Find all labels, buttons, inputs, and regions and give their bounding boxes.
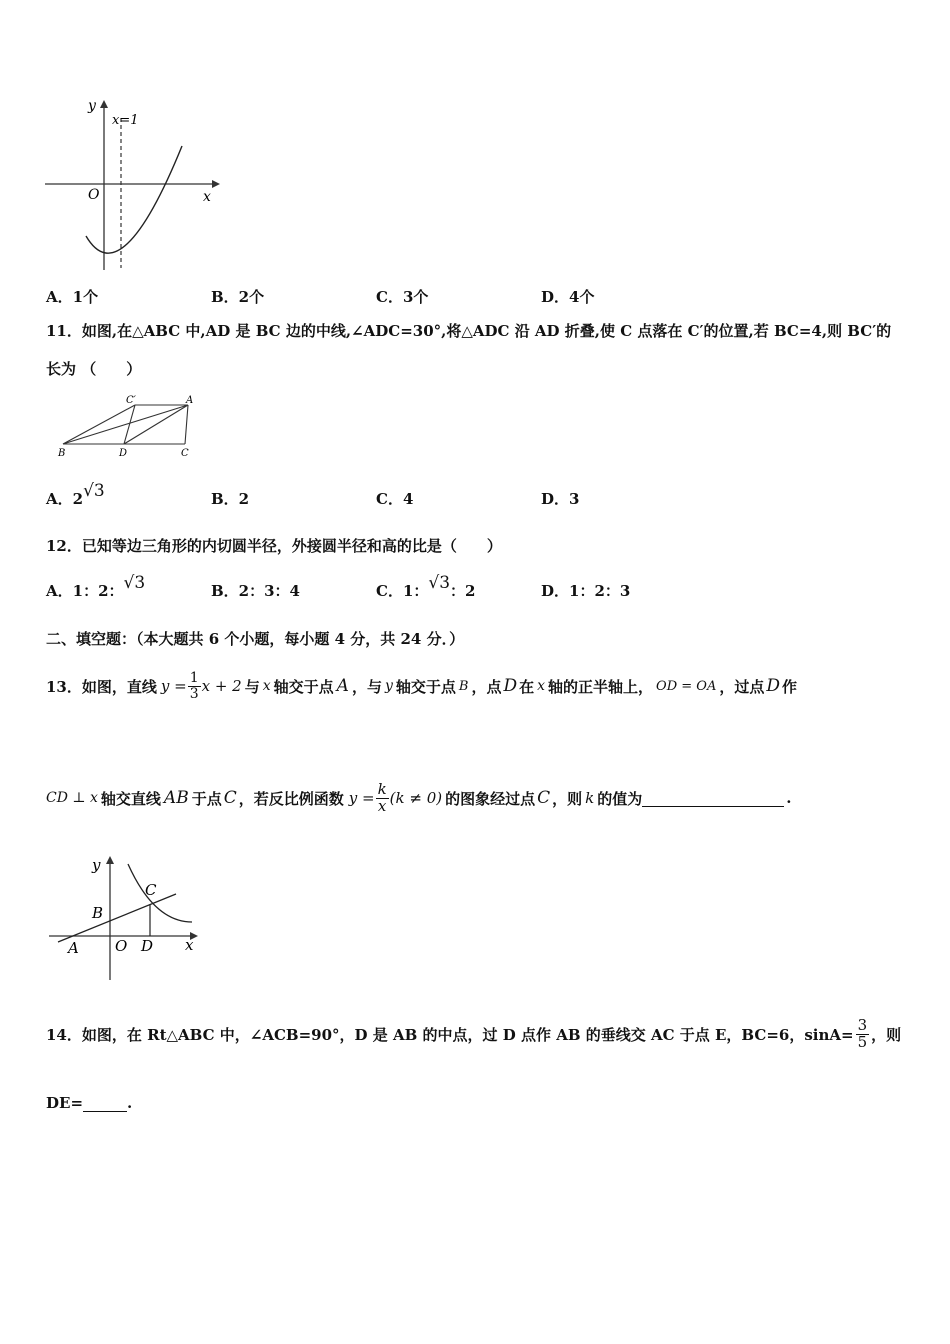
q13-l2-eq-y: y = [348, 789, 375, 807]
q13-label-y: y [92, 856, 101, 874]
q11-label-c: C [181, 448, 189, 459]
q12-option-c [376, 573, 476, 601]
q13-point-d2: D [766, 676, 780, 696]
q12-question-text: 12．已知等边三角形的内切圆半径，外接圆半径和高的比是（ ） [46, 537, 502, 555]
q14-den: 5 [857, 1032, 868, 1051]
q13-line-ab: AB [163, 788, 189, 808]
q13-l2-num: k [377, 779, 387, 798]
q13-point-c2: C [537, 788, 551, 808]
q13-point-c: C [223, 788, 237, 808]
q13-text-p2: 与 [244, 677, 260, 696]
q11-option-b: B．2 [211, 490, 250, 508]
q10-label-origin: O [88, 187, 100, 203]
q12-option-d: D．1：2：3 [541, 582, 631, 600]
q13-l2-text-p4: 的图象经过点 [445, 789, 536, 808]
q13-question-line2 [46, 772, 792, 824]
q10-label-axis-eq: x=1 [112, 113, 139, 128]
q13-label-x: x [185, 936, 194, 954]
q12-option-a-root: √3 [123, 573, 146, 593]
q13-l2-fraction [376, 779, 389, 815]
q13-k: k [585, 789, 595, 807]
q12-option-a [46, 573, 146, 601]
q11-fold-figure [55, 392, 205, 460]
q13-cd-perp: CD ⊥ x [46, 790, 98, 806]
q13-l2-text-p3: ，若反比例函数 [238, 789, 344, 808]
q11-label-a: A [186, 395, 194, 406]
q13-hyperbola-curve [128, 864, 192, 922]
q10-parabola-curve [86, 146, 182, 253]
q14-answer-blank[interactable] [83, 1097, 127, 1112]
q13-od-eq: OD = OA [656, 678, 717, 694]
q13-eq-den: 3 [189, 685, 199, 702]
q13-text-p7: 在 [519, 677, 535, 696]
q14-de-label: DE= [46, 1094, 84, 1112]
q13-y1: y [384, 678, 393, 694]
section-fill-in-title: 二、填空题：（本大题共 6 个小题，每小题 4 分，共 24 分．） [46, 630, 465, 648]
q13-text-p8: 轴的正半轴上， [548, 677, 654, 696]
q10-option-b: B．2个 [211, 288, 265, 306]
q12-option-c-root: √3 [428, 573, 451, 593]
q13-x1: x [262, 678, 271, 694]
q13-l2-end: . [786, 789, 792, 807]
q12-option-a-prefix: A．1：2： [46, 582, 124, 600]
q11-label-b: B [58, 448, 66, 459]
q13-l2-text-p5: ，则 [552, 789, 583, 808]
q13-point-b: B [458, 678, 469, 694]
q13-label-b: B [92, 904, 104, 922]
q13-eq-rest: x + 2 [201, 677, 242, 695]
q14-end: . [127, 1094, 133, 1112]
q13-graph-figure [44, 850, 214, 985]
q13-l2-text-p6: 的值为 [597, 789, 643, 808]
q13-eq-fraction [188, 671, 201, 701]
q13-label-d: D [141, 937, 154, 955]
q13-answer-blank[interactable] [642, 790, 784, 807]
q14-question-line2 [46, 1094, 132, 1112]
q11-option-a [46, 481, 105, 509]
q10-option-a: A．1个 [46, 288, 99, 306]
q14-tail: ，则 [871, 1025, 902, 1044]
q10-label-y: y [88, 98, 96, 114]
q13-label-a: A [68, 939, 79, 957]
q13-text-p4: ，与 [351, 677, 382, 696]
q13-eq-y: y = [160, 677, 187, 695]
q10-label-x: x [203, 189, 211, 205]
q10-y-arrow [100, 100, 108, 108]
q12-option-b: B．2：3：4 [211, 582, 300, 600]
q13-point-a: A [336, 676, 349, 696]
q13-label-o: O [115, 937, 128, 955]
q13-line-ab [58, 894, 176, 942]
q11-question-text: 11．如图,在△ABC 中,AD 是 BC 边的中线,∠ADC=30°,将△ADC 沿 AD 折叠,使 C 点落在 C′的位置,若 BC=4,则 BC′的 [46, 322, 892, 340]
q13-text-p1: 13．如图，直线 [46, 677, 157, 696]
q13-x2: x [537, 678, 546, 694]
q11-option-a-prefix: A．2 [46, 490, 84, 508]
q13-text-p6: ，点 [471, 677, 502, 696]
q11-label-cprime: C′ [126, 395, 136, 406]
q13-l2-cond: (k ≠ 0) [389, 789, 443, 807]
q11-option-d: D．3 [541, 490, 580, 508]
q13-question-line1 [46, 664, 797, 708]
q13-l2-den: x [377, 796, 387, 815]
q10-x-arrow [212, 180, 220, 188]
q11-option-c: C．4 [376, 490, 414, 508]
q10-option-d: D．4个 [541, 288, 595, 306]
q13-text-p10: 作 [782, 677, 798, 696]
q11-segment-ac [185, 405, 188, 444]
q11-question-text-line2: 长为 （ ） [46, 360, 142, 378]
q14-num: 3 [857, 1015, 868, 1034]
q12-option-c-prefix: C．1： [376, 582, 429, 600]
q13-label-c: C [145, 881, 157, 899]
q13-y-arrow [106, 856, 114, 864]
q13-text-p5: 轴交于点 [395, 677, 456, 696]
q14-question-line1 [46, 1006, 901, 1062]
q13-text-p3: 轴交于点 [273, 677, 334, 696]
q14-sin-fraction [856, 1015, 870, 1051]
q11-label-d: D [119, 448, 128, 459]
q11-option-a-root: √3 [83, 481, 105, 501]
q10-option-c: C．3个 [376, 288, 429, 306]
q13-l2-text-p1: 轴交直线 [100, 789, 161, 808]
q12-option-c-suffix: ：2 [450, 582, 476, 600]
q13-text-p9: ，过点 [719, 677, 765, 696]
q13-l2-text-p2: 于点 [191, 789, 222, 808]
q13-point-d: D [503, 676, 518, 696]
q10-parabola-figure [40, 96, 225, 274]
q13-eq-num: 1 [189, 669, 199, 686]
q14-text: 14．如图，在 Rt△ABC 中，∠ACB=90°，D 是 AB 的中点，过 D 点作 AB 的垂线交 AC 于点 E，BC=6，sinA= [46, 1025, 854, 1044]
